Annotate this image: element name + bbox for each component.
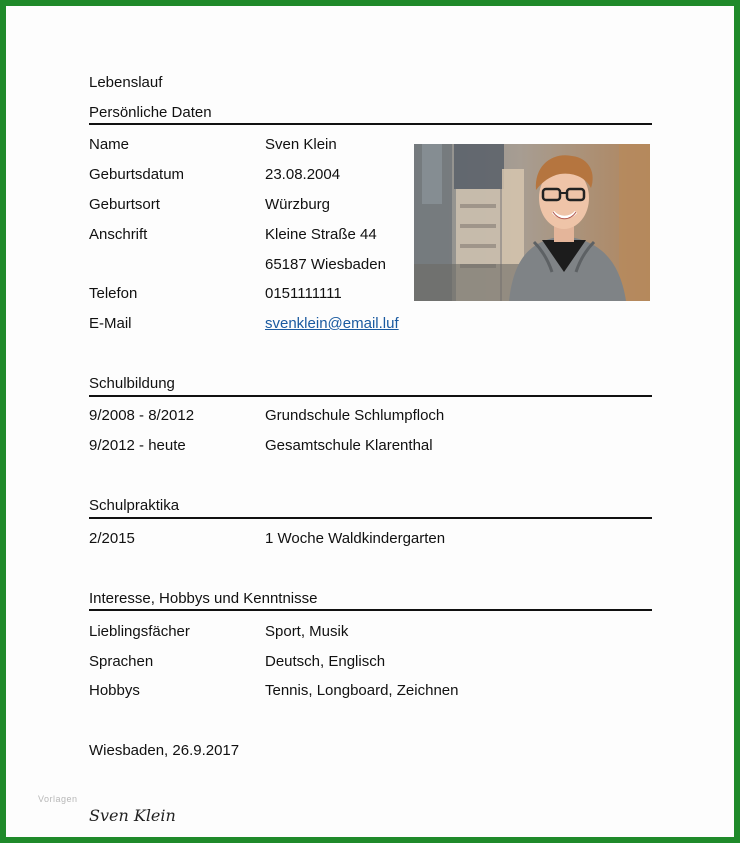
label-name: Name (89, 136, 130, 153)
school-row-period: 9/2008 - 8/2012 (89, 407, 195, 424)
section-heading-personal: Persönliche Daten (89, 104, 212, 121)
label-birthdate: Geburtsdatum (89, 166, 185, 183)
internship-row-date: 2/2015 (89, 530, 135, 547)
label-email: E-Mail (89, 315, 132, 332)
value-name: Sven Klein (265, 136, 337, 153)
value-birthdate: 23.08.2004 (265, 166, 341, 183)
section-divider (89, 395, 652, 397)
section-heading-internship: Schulpraktika (89, 497, 180, 514)
value-address-city: 65187 Wiesbaden (265, 256, 386, 273)
profile-photo (414, 144, 650, 301)
value-languages: Deutsch, Englisch (265, 653, 386, 670)
value-hobbies: Tennis, Longboard, Zeichnen (265, 682, 459, 699)
section-heading-school: Schulbildung (89, 375, 175, 392)
value-favorite-subjects: Sport, Musik (265, 623, 349, 640)
value-birthplace: Würzburg (265, 196, 331, 213)
internship-row-description: 1 Woche Waldkindergarten (265, 530, 446, 547)
label-favorite-subjects: Lieblingsfächer (89, 623, 190, 640)
school-row-period: 9/2012 - heute (89, 437, 186, 454)
section-divider (89, 517, 652, 519)
section-divider (89, 609, 652, 611)
label-hobbies: Hobbys (89, 682, 140, 699)
label-birthplace: Geburtsort (89, 196, 160, 213)
label-address: Anschrift (89, 226, 148, 243)
section-heading-interests: Interesse, Hobbys und Kenntnisse (89, 590, 318, 607)
email-link[interactable]: svenklein@email.luf (265, 315, 399, 332)
watermark: Vorlagen (38, 794, 78, 804)
place-and-date: Wiesbaden, 26.9.2017 (89, 742, 240, 759)
signature: Sven Klein (89, 806, 176, 825)
document-title: Lebenslauf (89, 74, 163, 91)
section-divider (89, 123, 652, 125)
value-phone: 0151111111 (265, 285, 342, 302)
label-languages: Sprachen (89, 653, 154, 670)
school-row-name: Grundschule Schlumpfloch (265, 407, 445, 424)
label-phone: Telefon (89, 285, 138, 302)
value-address-street: Kleine Straße 44 (265, 226, 377, 243)
school-row-name: Gesamtschule Klarenthal (265, 437, 433, 454)
